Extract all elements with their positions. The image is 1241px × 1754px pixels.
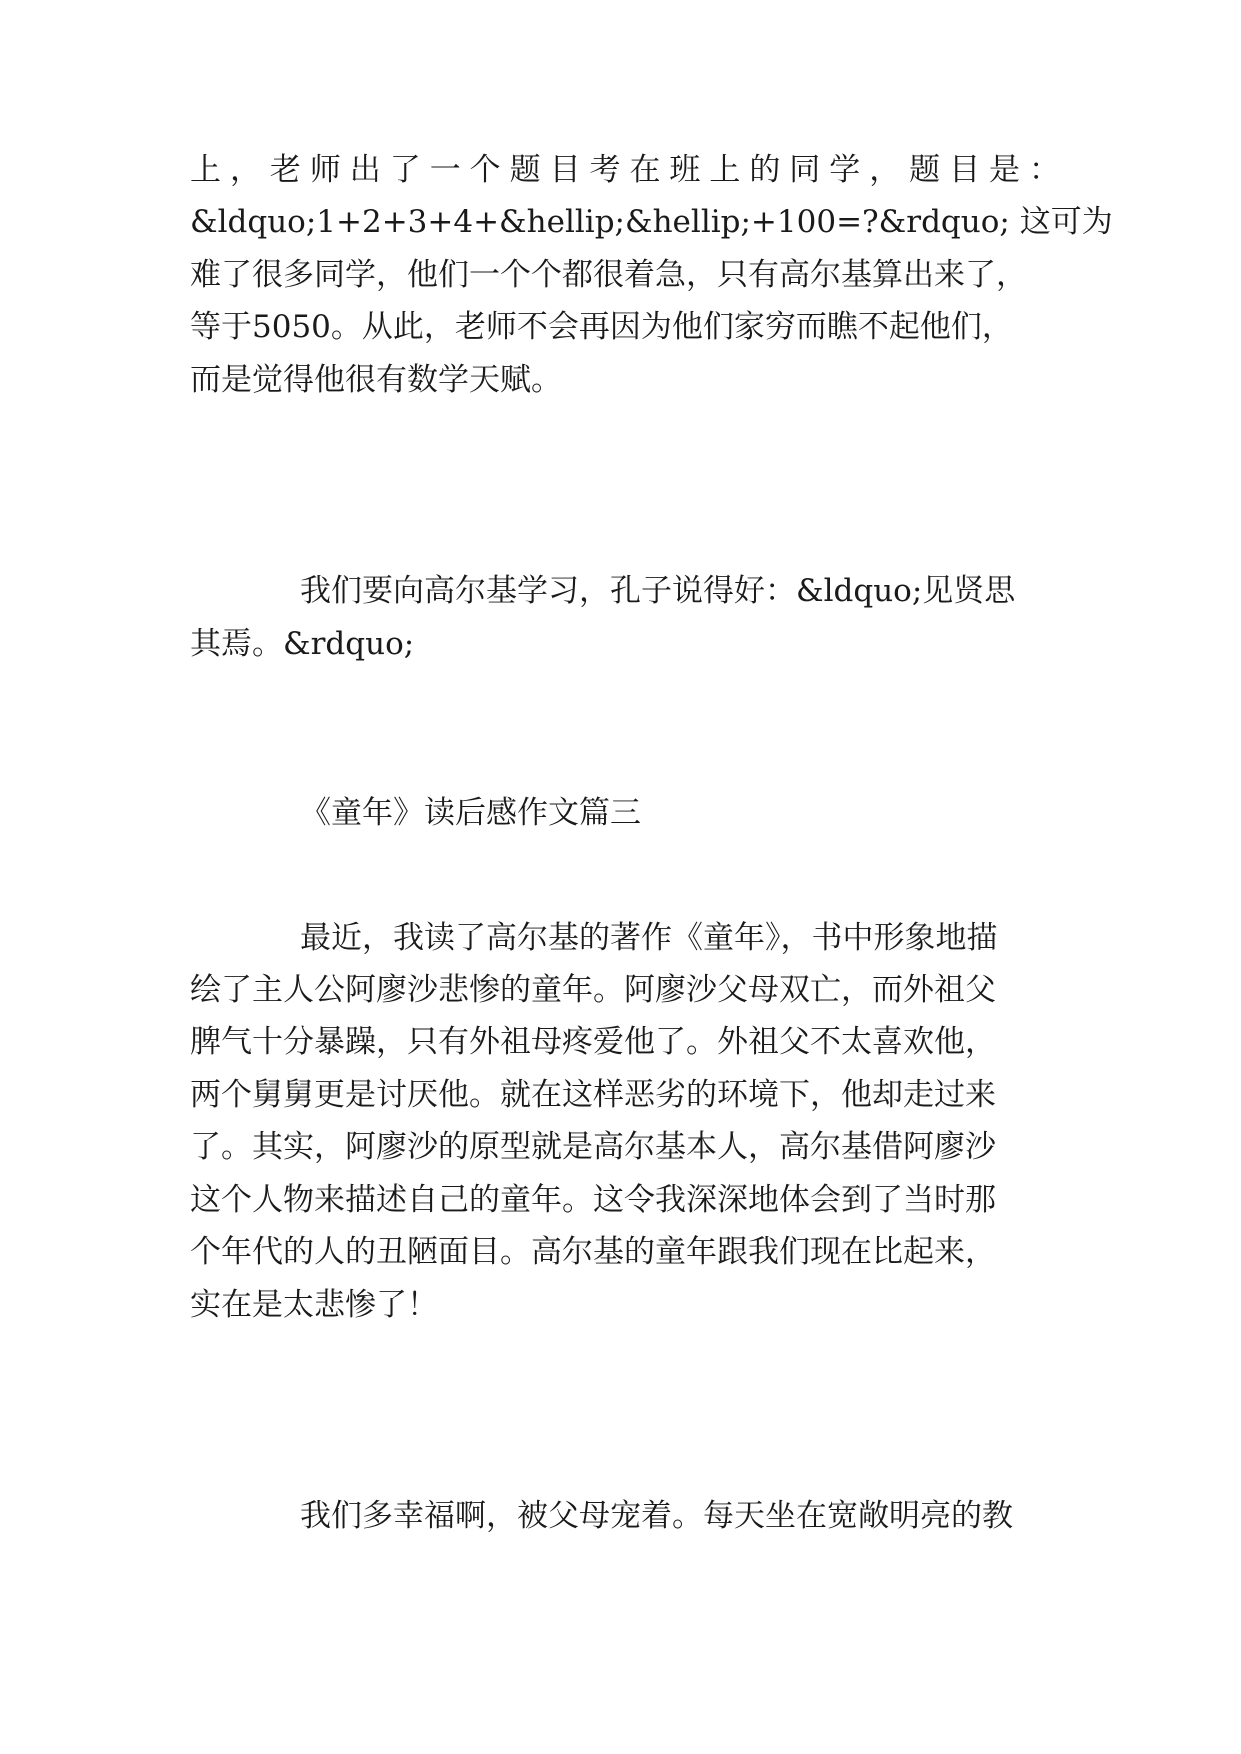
paragraph-1-line-1: 上，老师出了一个题目考在班上的同学，题目是： [190, 152, 1060, 188]
paragraph-1-line-3: 难了很多同学，他们一个个都很着急，只有高尔基算出来了， [190, 257, 1027, 293]
paragraph-3-line-7: 个年代的人的丑陋面目。高尔基的童年跟我们现在比起来， [190, 1234, 996, 1270]
paragraph-2-line-1: 我们要向高尔基学习，孔子说得好：&ldquo;见贤思 [300, 573, 1016, 609]
paragraph-3-line-4: 两个舅舅更是讨厌他。就在这样恶劣的环境下，他却走过来 [190, 1077, 996, 1113]
paragraph-3-line-3: 脾气十分暴躁，只有外祖母疼爱他了。外祖父不太喜欢他， [190, 1024, 996, 1060]
paragraph-3-line-1: 最近，我读了高尔基的著作《童年》，书中形象地描 [300, 920, 998, 956]
paragraph-1-line-4: 等于5050。从此，老师不会再因为他们家穷而瞧不起他们， [190, 309, 1013, 345]
paragraph-1-line-5: 而是觉得他很有数学天赋。 [190, 362, 562, 398]
paragraph-4-line-1: 我们多幸福啊，被父母宠着。每天坐在宽敞明亮的教 [300, 1498, 1013, 1534]
paragraph-2-line-2: 其焉。&rdquo; [190, 626, 415, 662]
paragraph-3-line-5: 了。其实，阿廖沙的原型就是高尔基本人，高尔基借阿廖沙 [190, 1129, 996, 1165]
paragraph-3-line-6: 这个人物来描述自己的童年。这令我深深地体会到了当时那 [190, 1182, 996, 1218]
paragraph-3-line-8: 实在是太悲惨了！ [190, 1287, 438, 1323]
paragraph-1-line-2: &ldquo;1+2+3+4+&hellip;&hellip;+100=?&rdquo; 这可为 [190, 204, 1113, 240]
paragraph-3-line-2: 绘了主人公阿廖沙悲惨的童年。阿廖沙父母双亡，而外祖父 [190, 972, 996, 1008]
section-heading: 《童年》读后感作文篇三 [300, 795, 641, 831]
